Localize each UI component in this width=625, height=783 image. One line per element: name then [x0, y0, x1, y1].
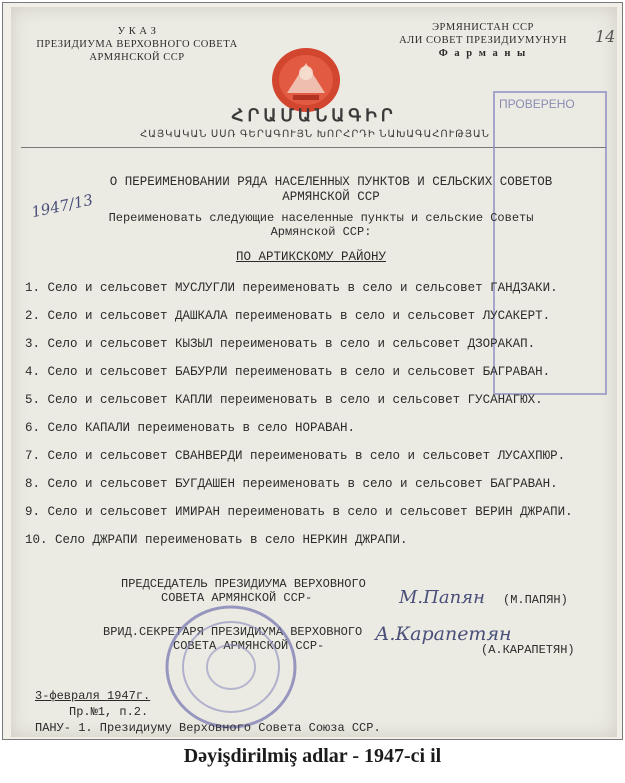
- list-item: 3. Село и сельсовет КЫЗЫЛ переименовать в село и сельсовет ДЗОРАКАП.: [25, 337, 536, 351]
- header-right: [383, 21, 583, 60]
- intro-line: Переименовать следующие населенные пункты и сельские Советы: [108, 211, 534, 225]
- stamp-label: ПРОВЕРЕНО: [499, 97, 575, 111]
- list-item: 6. Село КАПАЛИ переименовать в село НОРАВАН.: [25, 421, 356, 435]
- document-title: [71, 175, 591, 205]
- armenian-title: ՀՐԱՄԱՆԱԳԻՐ: [231, 106, 397, 125]
- image-caption: Dəyişdirilmiş adlar - 1947-ci il: [183, 745, 442, 767]
- list-item: 4. Село и сельсовет БАБУРЛИ переименовать в село и сельсовет БАГРАВАН.: [25, 365, 551, 379]
- chair-handwritten-signature: М.Папян: [399, 587, 485, 608]
- header-left-line: У К А З: [117, 26, 157, 37]
- intro-line: Армянской ССР:: [270, 225, 372, 239]
- margin-note: 1947/13: [29, 190, 95, 222]
- list-item: 1. Село и сельсовет МУСЛУГЛИ переименовать в село и сельсовет ГАНДЗАКИ.: [25, 281, 558, 295]
- chair-name: (М.ПАПЯН): [503, 593, 568, 607]
- secretary-title-line: СОВЕТА АРМЯНСКОЙ ССР-: [173, 639, 325, 653]
- distribution-line: ПАНУ- 1. Президиуму Верховного Совета Союза ССР.: [35, 721, 381, 735]
- secretary-name: (А.КАРАПЕТЯН): [481, 643, 575, 657]
- list-item: 8. Село и сельсовет БУГДАШЕН переименовать в село и сельсовет БАГРАВАН.: [25, 477, 558, 491]
- list-item: 9. Село и сельсовет ИМИРАН переименовать в село и сельсовет ВЕРИН ДЖРАПИ.: [25, 505, 573, 519]
- list-item: 10. Село ДЖРАПИ переименовать в село НЕРКИН ДЖРАПИ.: [25, 533, 408, 547]
- header-left: [17, 25, 257, 64]
- intro-text: [91, 211, 551, 239]
- header-right-line: Ф а р м а н ы: [438, 48, 528, 59]
- header-left-line: ПРЕЗИДИУМА ВЕРХОВНОГО СОВЕТА: [36, 39, 238, 50]
- document-paper: [11, 7, 617, 737]
- list-item: 5. Село и сельсовет КАПЛИ переименовать в село и сельсовет ГУСАНАГЮХ.: [25, 393, 543, 407]
- header-left-line: АРМЯНСКОЙ ССР: [89, 52, 185, 63]
- page-number: 14: [595, 27, 616, 46]
- list-item: 7. Село и сельсовет СВАНВЕРДИ переименовать в село и сельсовет ЛУСАХПЮР.: [25, 449, 566, 463]
- secretary-handwritten-signature: А.Карапетян: [375, 623, 512, 645]
- official-round-seal: [161, 601, 301, 733]
- protocol-number: Пр.№1, п.2.: [69, 705, 149, 719]
- header-right-line: ЭРМЯНИСТАН ССР: [432, 22, 534, 33]
- document-date: 3-февраля 1947г.: [35, 689, 151, 703]
- list-item: 2. Село и сельсовет ДАШКАЛА переименовать в село и сельсовет ЛУСАКЕРТ.: [25, 309, 551, 323]
- chair-title-line: СОВЕТА АРМЯНСКОЙ ССР-: [161, 591, 313, 605]
- district-heading: ПО АРТИКСКОМУ РАЙОНУ: [235, 250, 387, 264]
- document-frame: [2, 2, 623, 740]
- header-right-line: АЛИ СОВЕТ ПРЕЗИДИУМУНУН: [399, 35, 567, 46]
- chair-title-line: ПРЕДСЕДАТЕЛЬ ПРЕЗИДИУМА ВЕРХОВНОГО: [121, 577, 366, 591]
- secretary-title-line: ВРИД.СЕКРЕТАРЯ ПРЕЗИДИУМА ВЕРХОВНОГО: [103, 625, 363, 639]
- armenian-subtitle: ՀԱՅԿԱԿԱՆ ՍՍՌ ԳԵՐԱԳՈՒՅՆ ԽՈՐՀՐԴԻ ՆԱԽԱԳԱՀՈՒԹՅԱՆ: [140, 129, 490, 140]
- title-line: О ПЕРЕИМЕНОВАНИИ РЯДА НАСЕЛЕННЫХ ПУНКТОВ И СЕЛЬСКИХ СОВЕТОВ: [109, 175, 553, 189]
- title-line: АРМЯНСКОЙ ССР: [282, 190, 380, 204]
